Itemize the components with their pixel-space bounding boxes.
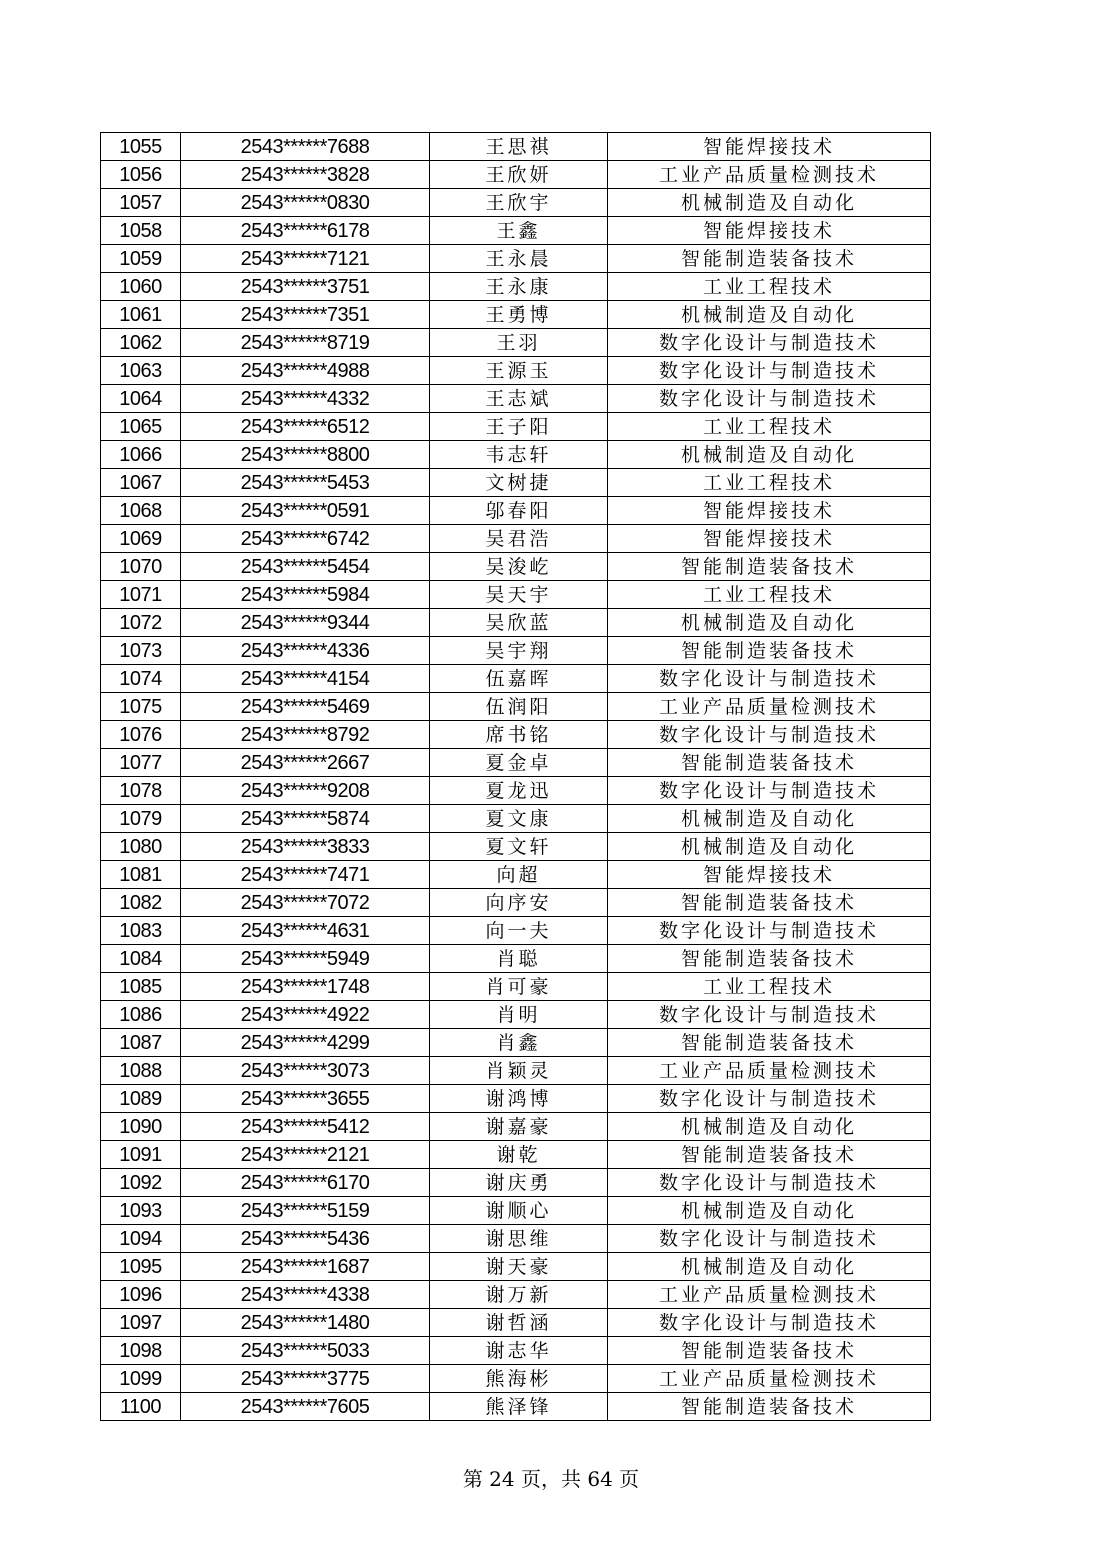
cell-student-name: 吴天宇 [430, 581, 608, 609]
roster-table [100, 132, 931, 1421]
cell-seq: 1079 [101, 805, 181, 833]
cell-major: 机械制造及自动化 [608, 805, 931, 833]
table-row [101, 973, 931, 1001]
cell-major: 智能制造装备技术 [608, 1393, 931, 1421]
cell-major: 工业产品质量检测技术 [608, 1281, 931, 1309]
cell-student-name: 谢嘉豪 [430, 1113, 608, 1141]
cell-seq: 1066 [101, 441, 181, 469]
table-row [101, 609, 931, 637]
cell-exam-id: 2543******0830 [181, 189, 430, 217]
cell-major: 机械制造及自动化 [608, 441, 931, 469]
cell-major: 智能制造装备技术 [608, 749, 931, 777]
roster-body [101, 133, 931, 1421]
cell-student-name: 向一夫 [430, 917, 608, 945]
cell-major: 机械制造及自动化 [608, 609, 931, 637]
cell-major: 工业工程技术 [608, 413, 931, 441]
cell-exam-id: 2543******4154 [181, 665, 430, 693]
cell-seq: 1090 [101, 1113, 181, 1141]
cell-student-name: 熊海彬 [430, 1365, 608, 1393]
cell-exam-id: 2543******3655 [181, 1085, 430, 1113]
cell-major: 工业工程技术 [608, 469, 931, 497]
cell-exam-id: 2543******3751 [181, 273, 430, 301]
cell-exam-id: 2543******7471 [181, 861, 430, 889]
cell-major: 工业产品质量检测技术 [608, 161, 931, 189]
cell-exam-id: 2543******0591 [181, 497, 430, 525]
cell-student-name: 伍润阳 [430, 693, 608, 721]
cell-seq: 1072 [101, 609, 181, 637]
cell-major: 机械制造及自动化 [608, 1253, 931, 1281]
cell-exam-id: 2543******4336 [181, 637, 430, 665]
cell-exam-id: 2543******2667 [181, 749, 430, 777]
cell-seq: 1069 [101, 525, 181, 553]
cell-student-name: 谢庆勇 [430, 1169, 608, 1197]
cell-major: 数字化设计与制造技术 [608, 357, 931, 385]
cell-major: 智能制造装备技术 [608, 1029, 931, 1057]
cell-exam-id: 2543******5412 [181, 1113, 430, 1141]
table-row [101, 861, 931, 889]
cell-exam-id: 2543******5984 [181, 581, 430, 609]
cell-major: 数字化设计与制造技术 [608, 1309, 931, 1337]
cell-exam-id: 2543******5469 [181, 693, 430, 721]
cell-seq: 1068 [101, 497, 181, 525]
cell-major: 数字化设计与制造技术 [608, 1001, 931, 1029]
cell-seq: 1076 [101, 721, 181, 749]
cell-exam-id: 2543******6512 [181, 413, 430, 441]
cell-major: 数字化设计与制造技术 [608, 1085, 931, 1113]
cell-major: 智能制造装备技术 [608, 553, 931, 581]
cell-student-name: 谢鸿博 [430, 1085, 608, 1113]
cell-seq: 1080 [101, 833, 181, 861]
cell-exam-id: 2543******6178 [181, 217, 430, 245]
table-row [101, 1253, 931, 1281]
cell-seq: 1065 [101, 413, 181, 441]
cell-seq: 1084 [101, 945, 181, 973]
cell-major: 工业产品质量检测技术 [608, 1365, 931, 1393]
cell-exam-id: 2543******7688 [181, 133, 430, 161]
cell-student-name: 熊泽锋 [430, 1393, 608, 1421]
table-row [101, 469, 931, 497]
table-row [101, 1085, 931, 1113]
cell-exam-id: 2543******9344 [181, 609, 430, 637]
cell-major: 数字化设计与制造技术 [608, 1225, 931, 1253]
table-row [101, 273, 931, 301]
table-row [101, 1141, 931, 1169]
cell-seq: 1062 [101, 329, 181, 357]
cell-major: 智能制造装备技术 [608, 245, 931, 273]
cell-major: 智能焊接技术 [608, 861, 931, 889]
table-row [101, 217, 931, 245]
table-row [101, 553, 931, 581]
cell-exam-id: 2543******2121 [181, 1141, 430, 1169]
cell-exam-id: 2543******4332 [181, 385, 430, 413]
cell-major: 数字化设计与制造技术 [608, 329, 931, 357]
cell-exam-id: 2543******9208 [181, 777, 430, 805]
cell-seq: 1085 [101, 973, 181, 1001]
cell-student-name: 王欣宇 [430, 189, 608, 217]
cell-student-name: 王思祺 [430, 133, 608, 161]
cell-major: 机械制造及自动化 [608, 833, 931, 861]
cell-exam-id: 2543******4299 [181, 1029, 430, 1057]
cell-student-name: 王欣妍 [430, 161, 608, 189]
cell-student-name: 王永晨 [430, 245, 608, 273]
cell-student-name: 肖颖灵 [430, 1057, 608, 1085]
cell-major: 工业工程技术 [608, 581, 931, 609]
table-row [101, 945, 931, 973]
cell-student-name: 谢哲涵 [430, 1309, 608, 1337]
table-row [101, 1197, 931, 1225]
table-row [101, 1001, 931, 1029]
cell-major: 数字化设计与制造技术 [608, 385, 931, 413]
table-row [101, 665, 931, 693]
cell-student-name: 文树捷 [430, 469, 608, 497]
cell-seq: 1077 [101, 749, 181, 777]
cell-major: 工业产品质量检测技术 [608, 693, 931, 721]
cell-seq: 1086 [101, 1001, 181, 1029]
cell-exam-id: 2543******7072 [181, 889, 430, 917]
table-row [101, 525, 931, 553]
table-row [101, 637, 931, 665]
cell-seq: 1087 [101, 1029, 181, 1057]
table-row [101, 889, 931, 917]
cell-student-name: 王永康 [430, 273, 608, 301]
cell-seq: 1083 [101, 917, 181, 945]
cell-major: 智能焊接技术 [608, 497, 931, 525]
cell-student-name: 向序安 [430, 889, 608, 917]
cell-student-name: 谢乾 [430, 1141, 608, 1169]
cell-student-name: 夏文轩 [430, 833, 608, 861]
table-row [101, 721, 931, 749]
cell-major: 智能焊接技术 [608, 217, 931, 245]
cell-major: 机械制造及自动化 [608, 1197, 931, 1225]
cell-student-name: 王志斌 [430, 385, 608, 413]
table-row [101, 1169, 931, 1197]
table-row [101, 1365, 931, 1393]
cell-student-name: 席书铭 [430, 721, 608, 749]
cell-seq: 1082 [101, 889, 181, 917]
cell-seq: 1056 [101, 161, 181, 189]
cell-exam-id: 2543******7121 [181, 245, 430, 273]
table-row [101, 749, 931, 777]
table-row [101, 777, 931, 805]
cell-major: 智能制造装备技术 [608, 889, 931, 917]
cell-student-name: 王勇博 [430, 301, 608, 329]
cell-seq: 1057 [101, 189, 181, 217]
table-row [101, 1225, 931, 1253]
cell-exam-id: 2543******1687 [181, 1253, 430, 1281]
cell-seq: 1097 [101, 1309, 181, 1337]
page-number-footer: 第 24 页，共 64 页 [462, 1467, 640, 1491]
cell-major: 数字化设计与制造技术 [608, 1169, 931, 1197]
cell-major: 工业工程技术 [608, 973, 931, 1001]
cell-major: 数字化设计与制造技术 [608, 777, 931, 805]
cell-student-name: 王鑫 [430, 217, 608, 245]
table-row [101, 413, 931, 441]
table-row [101, 1057, 931, 1085]
cell-exam-id: 2543******6742 [181, 525, 430, 553]
cell-seq: 1096 [101, 1281, 181, 1309]
table-row [101, 581, 931, 609]
cell-major: 机械制造及自动化 [608, 1113, 931, 1141]
cell-student-name: 王羽 [430, 329, 608, 357]
table-row [101, 833, 931, 861]
cell-seq: 1095 [101, 1253, 181, 1281]
cell-major: 数字化设计与制造技术 [608, 721, 931, 749]
cell-exam-id: 2543******8800 [181, 441, 430, 469]
cell-student-name: 夏文康 [430, 805, 608, 833]
cell-seq: 1067 [101, 469, 181, 497]
cell-exam-id: 2543******3833 [181, 833, 430, 861]
cell-seq: 1099 [101, 1365, 181, 1393]
cell-student-name: 吴欣蓝 [430, 609, 608, 637]
table-row [101, 441, 931, 469]
cell-exam-id: 2543******6170 [181, 1169, 430, 1197]
cell-seq: 1078 [101, 777, 181, 805]
cell-seq: 1061 [101, 301, 181, 329]
cell-student-name: 肖可豪 [430, 973, 608, 1001]
table-row [101, 1337, 931, 1365]
cell-seq: 1074 [101, 665, 181, 693]
cell-seq: 1073 [101, 637, 181, 665]
cell-exam-id: 2543******8719 [181, 329, 430, 357]
cell-seq: 1058 [101, 217, 181, 245]
cell-major: 智能制造装备技术 [608, 1141, 931, 1169]
table-row [101, 245, 931, 273]
table-row [101, 1393, 931, 1421]
cell-exam-id: 2543******3775 [181, 1365, 430, 1393]
cell-exam-id: 2543******8792 [181, 721, 430, 749]
cell-student-name: 向超 [430, 861, 608, 889]
cell-exam-id: 2543******4338 [181, 1281, 430, 1309]
cell-student-name: 吴君浩 [430, 525, 608, 553]
table-row [101, 805, 931, 833]
cell-major: 智能制造装备技术 [608, 945, 931, 973]
cell-major: 工业工程技术 [608, 273, 931, 301]
cell-seq: 1098 [101, 1337, 181, 1365]
table-row [101, 1309, 931, 1337]
table-row [101, 917, 931, 945]
table-row [101, 301, 931, 329]
table-row [101, 189, 931, 217]
cell-student-name: 夏金卓 [430, 749, 608, 777]
cell-seq: 1060 [101, 273, 181, 301]
table-row [101, 693, 931, 721]
cell-seq: 1094 [101, 1225, 181, 1253]
cell-student-name: 谢志华 [430, 1337, 608, 1365]
cell-exam-id: 2543******5159 [181, 1197, 430, 1225]
cell-major: 工业产品质量检测技术 [608, 1057, 931, 1085]
cell-seq: 1070 [101, 553, 181, 581]
cell-exam-id: 2543******5453 [181, 469, 430, 497]
cell-exam-id: 2543******7351 [181, 301, 430, 329]
cell-student-name: 韦志轩 [430, 441, 608, 469]
cell-seq: 1075 [101, 693, 181, 721]
cell-major: 智能制造装备技术 [608, 1337, 931, 1365]
cell-student-name: 邬春阳 [430, 497, 608, 525]
cell-exam-id: 2543******4988 [181, 357, 430, 385]
cell-major: 智能制造装备技术 [608, 637, 931, 665]
cell-major: 数字化设计与制造技术 [608, 665, 931, 693]
cell-student-name: 王子阳 [430, 413, 608, 441]
cell-student-name: 谢顺心 [430, 1197, 608, 1225]
cell-exam-id: 2543******3828 [181, 161, 430, 189]
cell-seq: 1092 [101, 1169, 181, 1197]
cell-major: 数字化设计与制造技术 [608, 917, 931, 945]
cell-exam-id: 2543******4922 [181, 1001, 430, 1029]
cell-student-name: 谢万新 [430, 1281, 608, 1309]
cell-exam-id: 2543******5436 [181, 1225, 430, 1253]
table-row [101, 1113, 931, 1141]
cell-seq: 1089 [101, 1085, 181, 1113]
cell-seq: 1088 [101, 1057, 181, 1085]
cell-exam-id: 2543******5454 [181, 553, 430, 581]
cell-major: 机械制造及自动化 [608, 189, 931, 217]
cell-student-name: 谢天豪 [430, 1253, 608, 1281]
cell-student-name: 王源玉 [430, 357, 608, 385]
cell-student-name: 吴浚屹 [430, 553, 608, 581]
cell-exam-id: 2543******3073 [181, 1057, 430, 1085]
cell-exam-id: 2543******1748 [181, 973, 430, 1001]
cell-exam-id: 2543******5874 [181, 805, 430, 833]
cell-seq: 1071 [101, 581, 181, 609]
cell-seq: 1081 [101, 861, 181, 889]
cell-seq: 1093 [101, 1197, 181, 1225]
cell-seq: 1055 [101, 133, 181, 161]
cell-exam-id: 2543******5949 [181, 945, 430, 973]
cell-seq: 1059 [101, 245, 181, 273]
cell-student-name: 肖聪 [430, 945, 608, 973]
cell-exam-id: 2543******4631 [181, 917, 430, 945]
table-row [101, 329, 931, 357]
cell-student-name: 伍嘉晖 [430, 665, 608, 693]
cell-major: 智能焊接技术 [608, 525, 931, 553]
cell-seq: 1064 [101, 385, 181, 413]
table-row [101, 497, 931, 525]
table-row [101, 385, 931, 413]
cell-exam-id: 2543******5033 [181, 1337, 430, 1365]
table-row [101, 1281, 931, 1309]
cell-student-name: 肖明 [430, 1001, 608, 1029]
cell-student-name: 肖鑫 [430, 1029, 608, 1057]
cell-seq: 1063 [101, 357, 181, 385]
cell-exam-id: 2543******7605 [181, 1393, 430, 1421]
cell-seq: 1100 [101, 1393, 181, 1421]
table-row [101, 133, 931, 161]
cell-exam-id: 2543******1480 [181, 1309, 430, 1337]
cell-student-name: 吴宇翔 [430, 637, 608, 665]
cell-major: 机械制造及自动化 [608, 301, 931, 329]
table-row [101, 161, 931, 189]
cell-student-name: 夏龙迅 [430, 777, 608, 805]
cell-student-name: 谢思维 [430, 1225, 608, 1253]
table-row [101, 357, 931, 385]
cell-seq: 1091 [101, 1141, 181, 1169]
table-row [101, 1029, 931, 1057]
cell-major: 智能焊接技术 [608, 133, 931, 161]
